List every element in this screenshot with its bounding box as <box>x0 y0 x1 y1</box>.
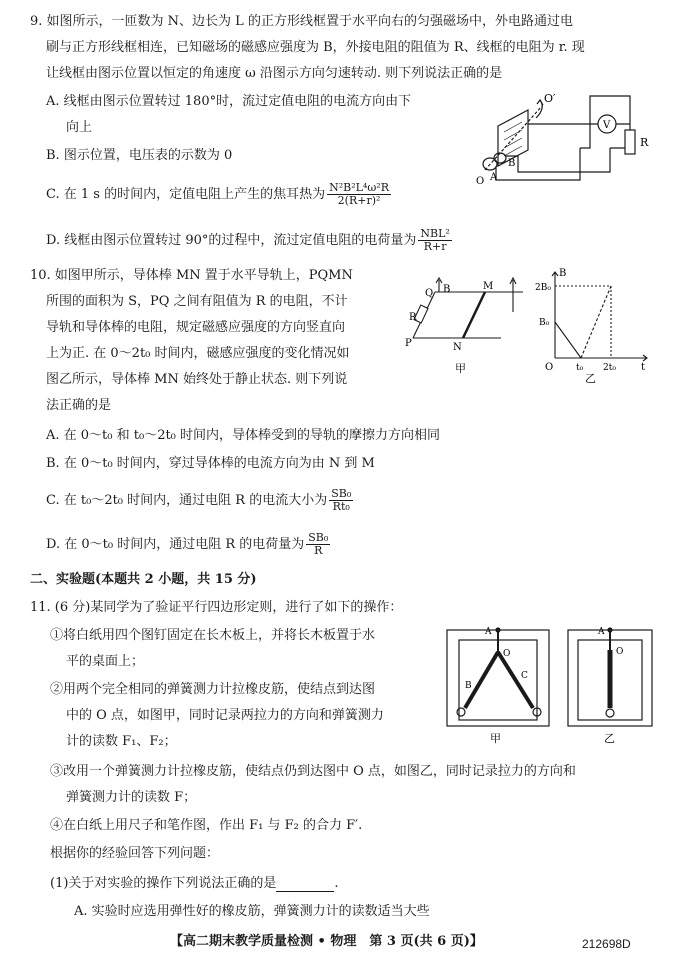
caption-yi: 乙 <box>604 732 615 745</box>
q11-part1-text: (1)关于对实验的操作下列说法正确的是 <box>50 876 277 891</box>
q11-step3-line1: ③改用一个弹簧测力计拉橡皮筋，使结点仍到达图中 O 点，如图乙，同时记录拉力的方向和 <box>50 764 576 779</box>
label-b: B <box>443 284 451 295</box>
q9-option-a-line1: A. 线框由图示位置转过 180°时，流过定值电阻的电流方向由下 <box>46 94 412 109</box>
spring-scale-b <box>465 652 498 708</box>
scale-ring-left <box>457 708 465 716</box>
q11-stem: 11. (6 分)某同学为了验证平行四边形定则，进行了如下的操作： <box>30 600 403 615</box>
label-a: A <box>490 172 498 183</box>
q11-figure-jia <box>445 624 555 746</box>
q10-option-c-text: C. 在 t₀～2t₀ 时间内，通过电阻 R 的电流大小为 <box>46 493 328 508</box>
label-n: N <box>453 342 462 353</box>
q9-option-d-fraction <box>418 228 451 253</box>
q11-part1-end: . <box>334 876 339 891</box>
label-r: R <box>409 312 417 323</box>
label-b: B <box>465 681 472 691</box>
label-r: R <box>640 136 649 149</box>
answer-blank[interactable] <box>276 879 334 892</box>
q11-part1 <box>50 876 339 892</box>
q11-prompt: 根据你的经验回答下列问题： <box>50 846 220 861</box>
q9-option-d-text: D. 线框由图示位置转过 90°的过程中，流过定值电阻的电荷量为 <box>46 233 417 248</box>
label-p: P <box>405 338 412 349</box>
paper-code: 212698D <box>582 937 631 951</box>
caption-jia: 甲 <box>490 732 501 745</box>
fraction-denominator: 2(R+r)² <box>337 194 381 207</box>
scale-ring <box>606 709 614 717</box>
label-q: Q <box>425 288 434 299</box>
q10-figure-yi <box>535 266 655 385</box>
q9-generator-figure <box>470 88 655 188</box>
q9-stem-line2: 刷与正方形线框相连，已知磁场的磁感应强度为 B，外接电阻的阻值为 R、线框的电阻为 r. 现 <box>46 40 585 55</box>
q9-option-a-line2: 向上 <box>66 120 93 135</box>
fraction-numerator: NBL² <box>420 227 450 240</box>
q11-step3-line2: 弹簧测力计的读数 F； <box>66 790 197 805</box>
q10-figure-jia <box>405 280 530 380</box>
q11-part1-option-a: A. 实验时应选用弹性好的橡皮筋，弹簧测力计的读数适当大些 <box>74 904 430 919</box>
q10-stem-line3: 导轨和导体棒的电阻，规定磁感应强度的方向竖直向 <box>46 320 346 335</box>
tick-t0: t₀ <box>576 363 584 373</box>
fraction-numerator: SB₀ <box>331 487 352 500</box>
q11-step2-line1: ②用两个完全相同的弹簧测力计拉橡皮筋，使结点到达图 <box>50 682 376 697</box>
label-o: O <box>503 649 511 659</box>
q10-option-c-fraction <box>329 488 353 513</box>
q10-stem-line6: 法正确的是 <box>46 398 112 413</box>
page-footer: 【高二期末教学质量检测 • 物理 第 3 页(共 6 页)】 <box>170 934 483 949</box>
q10-option-d-text: D. 在 0～t₀ 时间内，通过电阻 R 的电荷量为 <box>46 537 305 552</box>
q11-step1-line2: 平的桌面上； <box>66 654 145 669</box>
fraction-denominator: R+r <box>423 240 447 253</box>
q10-option-d <box>46 532 332 557</box>
q9-stem-line1: 9. 如图所示，一匝数为 N、边长为 L 的正方形线框置于水平向右的匀强磁场中，外电路通过电 <box>30 14 573 29</box>
section-2-heading: 二、实验题(本题共 2 小题，共 15 分) <box>30 572 257 587</box>
label-o-prime: O′ <box>544 92 556 105</box>
label-b: B <box>508 158 516 169</box>
label-v: V <box>603 120 611 131</box>
conductor-rod-mn <box>463 292 485 338</box>
tick-b0: B₀ <box>539 318 550 328</box>
q10-stem-line1: 10. 如图甲所示，导体棒 MN 置于水平导轨上，PQMN <box>30 268 353 283</box>
label-b-axis: B <box>559 268 567 279</box>
origin-label: O <box>545 362 554 373</box>
q9-option-c-text: C. 在 1 s 的时间内，定值电阻上产生的焦耳热为 <box>46 187 326 202</box>
q11-step1-line1: ①将白纸用四个图钉固定在长木板上，并将长木板置于水 <box>50 628 376 643</box>
tick-2b0: 2B₀ <box>535 283 551 293</box>
label-m: M <box>483 281 494 292</box>
b-line-increasing <box>581 286 611 358</box>
q11-step4: ④在白纸上用尺子和笔作图，作出 F₁ 与 F₂ 的合力 F′. <box>50 818 363 833</box>
q9-stem-line3: 让线框由图示位置以恒定的角速度 ω 沿图示方向匀速转动. 则下列说法正确的是 <box>46 66 503 81</box>
q9-option-c-fraction <box>327 182 391 207</box>
label-o: O <box>476 176 485 187</box>
q11-step2-line3: 计的读数 F₁、F₂； <box>66 734 177 749</box>
q9-option-c <box>46 182 393 207</box>
t-axis-label: t <box>641 362 646 373</box>
tick-2t0: 2t₀ <box>603 363 616 373</box>
q11-step2-line2: 中的 O 点，如图甲，同时记录两拉力的方向和弹簧测力 <box>66 708 384 723</box>
q10-option-d-fraction <box>306 532 330 557</box>
q10-option-a: A. 在 0～t₀ 和 t₀～2t₀ 时间内，导体棒受到的导轨的摩擦力方向相同 <box>46 428 441 443</box>
q10-option-b: B. 在 0～t₀ 时间内，穿过导体棒的电流方向为由 N 到 M <box>46 456 375 471</box>
b-line-decreasing <box>555 322 581 358</box>
caption-jia: 甲 <box>455 362 466 375</box>
fraction-denominator: R <box>314 544 323 557</box>
q9-option-b: B. 图示位置，电压表的示数为 0 <box>46 148 233 163</box>
q10-stem-line5: 图乙所示，导体棒 MN 始终处于静止状态. 则下列说 <box>46 372 348 387</box>
label-c: C <box>521 671 528 681</box>
fraction-numerator: N²B²L⁴ω²R <box>329 181 389 194</box>
q10-option-c <box>46 488 355 513</box>
q11-figure-yi <box>566 624 656 746</box>
label-o: O <box>616 647 624 657</box>
label-a: A <box>485 627 492 637</box>
caption-yi: 乙 <box>585 372 596 385</box>
fraction-denominator: Rt₀ <box>332 500 350 513</box>
fraction-numerator: SB₀ <box>308 531 329 544</box>
q9-option-d <box>46 228 454 253</box>
q10-stem-line4: 上为正. 在 0～2t₀ 时间内，磁感应强度的变化情况如 <box>46 346 350 361</box>
resistor <box>625 130 635 154</box>
q10-stem-line2: 所围的面积为 S，PQ 之间有阻值为 R 的电阻，不计 <box>46 294 348 309</box>
label-a: A <box>598 627 605 637</box>
